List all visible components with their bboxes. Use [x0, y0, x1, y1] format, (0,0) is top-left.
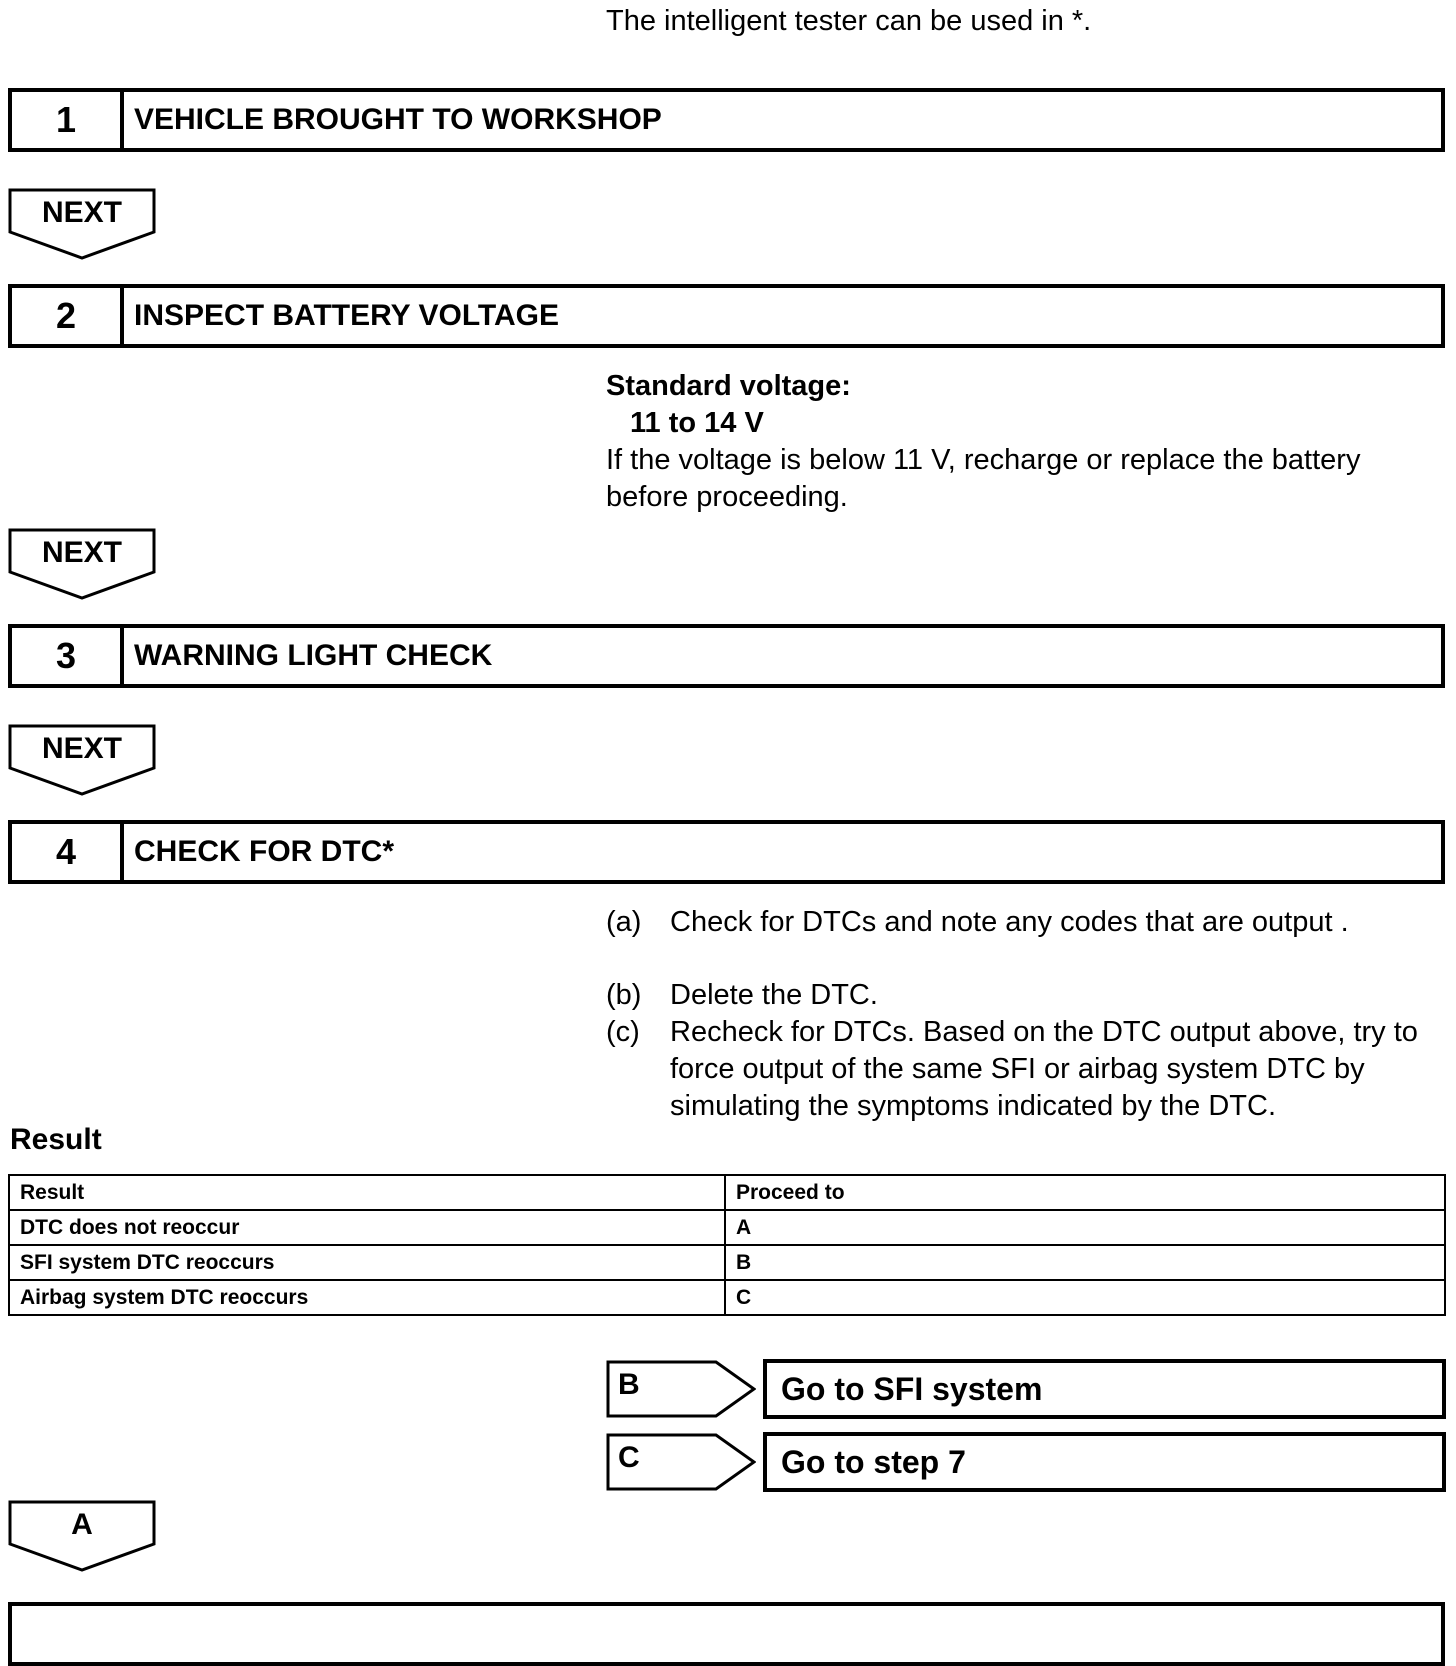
table-row	[9, 1245, 1445, 1280]
table-cell: B	[725, 1245, 1445, 1280]
branch-b-arrow	[606, 1360, 756, 1418]
item-label: (b)	[606, 979, 642, 1011]
table-cell: C	[725, 1280, 1445, 1315]
item-text: Recheck for DTCs. Based on the DTC output above, try to force output of the same SFI or airbag system DTC by simulating the symptoms indicated by the DTC.	[670, 1016, 1418, 1122]
step-number: 1	[12, 92, 124, 148]
item-label: (a)	[606, 906, 642, 938]
step-2-header	[8, 284, 1445, 348]
table-cell: SFI system DTC reoccurs	[9, 1245, 725, 1280]
step-title: VEHICLE BROUGHT TO WORKSHOP	[134, 103, 662, 136]
branch-label: C	[618, 1441, 640, 1474]
standard-voltage-label: Standard voltage:	[606, 370, 851, 402]
step-1-header	[8, 88, 1445, 152]
item-text: Delete the DTC.	[670, 979, 878, 1011]
next-label: NEXT	[41, 196, 122, 229]
next-label: NEXT	[41, 536, 122, 569]
result-heading: Result	[10, 1123, 102, 1156]
battery-note: If the voltage is below 11 V, recharge or replace the battery before proceeding.	[606, 444, 1361, 513]
next-arrow	[8, 724, 156, 796]
branch-label: B	[618, 1368, 640, 1401]
branch-c-target: Go to step 7	[763, 1432, 1446, 1492]
table-cell: Airbag system DTC reoccurs	[9, 1280, 725, 1315]
standard-voltage-value: 11 to 14 V	[630, 407, 764, 439]
column-header: Proceed to	[725, 1175, 1445, 1210]
step-number: 4	[12, 824, 124, 880]
intro-text: The intelligent tester can be used in *.	[606, 5, 1092, 37]
table-row	[9, 1280, 1445, 1315]
table-cell: DTC does not reoccur	[9, 1210, 725, 1245]
branch-b-target: Go to SFI system	[763, 1359, 1446, 1419]
item-label: (c)	[606, 1016, 640, 1048]
result-table	[8, 1174, 1446, 1316]
step-title: INSPECT BATTERY VOLTAGE	[134, 299, 560, 332]
a-label: A	[71, 1508, 93, 1541]
step-4-header	[8, 820, 1445, 884]
step-number: 3	[12, 628, 124, 684]
a-arrow	[8, 1500, 156, 1572]
item-text: Check for DTCs and note any codes that are output .	[670, 906, 1349, 938]
table-header-row	[9, 1175, 1445, 1210]
branch-c-arrow	[606, 1433, 756, 1491]
next-arrow	[8, 528, 156, 600]
table-cell: A	[725, 1210, 1445, 1245]
step-5-header	[8, 1602, 1445, 1666]
step-3-header	[8, 624, 1445, 688]
step-title: CHECK FOR DTC*	[134, 835, 394, 868]
column-header: Result	[9, 1175, 725, 1210]
table-row	[9, 1210, 1445, 1245]
next-label: NEXT	[41, 732, 122, 765]
next-arrow	[8, 188, 156, 260]
step-title: WARNING LIGHT CHECK	[134, 639, 493, 672]
step-number: 2	[12, 288, 124, 344]
